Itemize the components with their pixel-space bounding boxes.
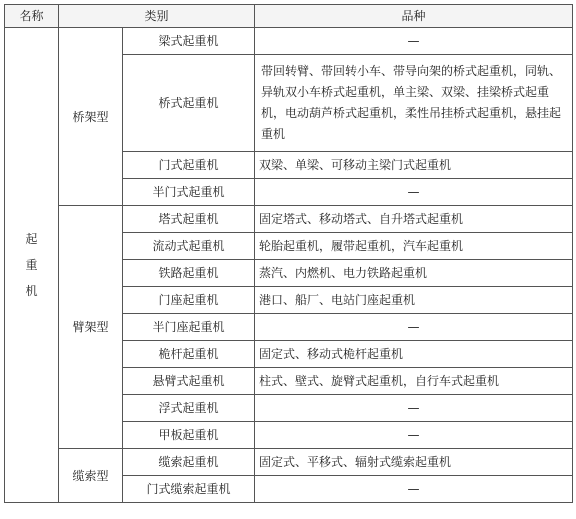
type-cell: 流动式起重机 (123, 233, 255, 260)
type-cell: 桥式起重机 (123, 55, 255, 152)
variety-cell: — (255, 179, 573, 206)
variety-cell: 固定式、移动式桅杆起重机 (255, 341, 573, 368)
type-cell: 悬臂式起重机 (123, 368, 255, 395)
variety-cell: 轮胎起重机，履带起重机，汽车起重机 (255, 233, 573, 260)
name-char: 起 (25, 232, 38, 246)
table-row (5, 206, 573, 233)
header-row (5, 5, 573, 28)
variety-cell: 双梁、单梁、可移动主梁门式起重机 (255, 152, 573, 179)
type-cell: 甲板起重机 (123, 422, 255, 449)
type-cell: 门式起重机 (123, 152, 255, 179)
type-cell: 门座起重机 (123, 287, 255, 314)
variety-cell: — (255, 476, 573, 503)
variety-cell: 固定塔式、移动塔式、自升塔式起重机 (255, 206, 573, 233)
variety-cell: 带回转臂、带回转小车、带导向架的桥式起重机，同轨、异轨双小车桥式起重机，单主梁、双梁、挂梁桥式起重机，电动葫芦桥式起重机，柔性吊挂桥式起重机，悬挂起重机 (255, 55, 573, 152)
header-category: 类别 (59, 5, 255, 28)
variety-cell: — (255, 422, 573, 449)
variety-cell: 蒸汽、内燃机、电力铁路起重机 (255, 260, 573, 287)
variety-cell: — (255, 395, 573, 422)
group-label: 桥架型 (59, 28, 123, 206)
type-cell: 塔式起重机 (123, 206, 255, 233)
type-cell: 半门式起重机 (123, 179, 255, 206)
crane-classification-table (4, 4, 573, 503)
variety-cell: 柱式、壁式、旋臂式起重机，自行车式起重机 (255, 368, 573, 395)
type-cell: 缆索起重机 (123, 449, 255, 476)
type-cell: 铁路起重机 (123, 260, 255, 287)
type-cell: 梁式起重机 (123, 28, 255, 55)
type-cell: 桅杆起重机 (123, 341, 255, 368)
table-row (5, 449, 573, 476)
group-label: 臂架型 (59, 206, 123, 449)
header-variety: 品种 (255, 5, 573, 28)
name-char: 重 (25, 258, 38, 272)
group-label: 缆索型 (59, 449, 123, 503)
header-name: 名称 (5, 5, 59, 28)
variety-cell: — (255, 28, 573, 55)
variety-cell: 固定式、平移式、辐射式缆索起重机 (255, 449, 573, 476)
variety-cell: 港口、船厂、电站门座起重机 (255, 287, 573, 314)
variety-cell: — (255, 314, 573, 341)
type-cell: 半门座起重机 (123, 314, 255, 341)
name-char: 机 (25, 284, 38, 298)
type-cell: 门式缆索起重机 (123, 476, 255, 503)
name-cell (5, 28, 59, 503)
table-row (5, 28, 573, 55)
type-cell: 浮式起重机 (123, 395, 255, 422)
